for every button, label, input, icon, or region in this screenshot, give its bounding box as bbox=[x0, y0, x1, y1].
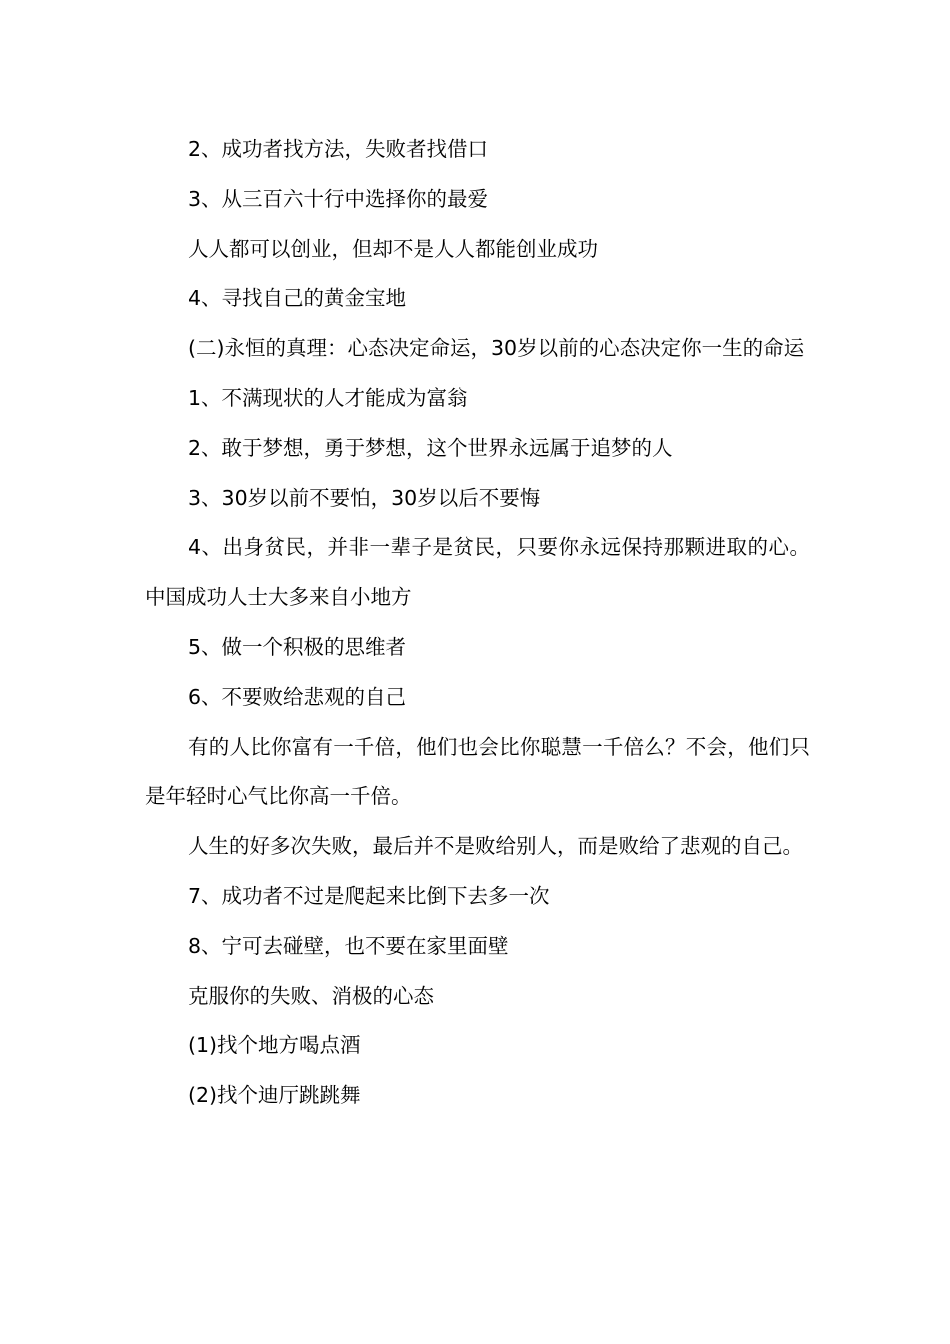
paragraph: 2、敢于梦想，勇于梦想，这个世界永远属于追梦的人 bbox=[188, 435, 673, 460]
paragraph: 1、不满现状的人才能成为富翁 bbox=[188, 385, 468, 410]
paragraph: 5、做一个积极的思维者 bbox=[188, 634, 407, 659]
paragraph: 7、成功者不过是爬起来比倒下去多一次 bbox=[188, 883, 550, 908]
paragraph: 有的人比你富有一千倍，他们也会比你聪慧一千倍么？不会，他们只是年轻时心气比你高一千倍。 bbox=[145, 734, 810, 809]
paragraph: 4、寻找自己的黄金宝地 bbox=[188, 286, 407, 311]
document-body bbox=[145, 125, 810, 1121]
paragraph: 8、宁可去碰壁，也不要在家里面壁 bbox=[188, 933, 509, 958]
paragraph: 3、从三百六十行中选择你的最爱 bbox=[188, 186, 489, 211]
paragraph: 6、不要败给悲观的自己 bbox=[188, 684, 407, 709]
paragraph: 人生的好多次失败，最后并不是败给别人，而是败给了悲观的自己。 bbox=[188, 834, 803, 859]
paragraph: 3、30岁以前不要怕，30岁以后不要悔 bbox=[188, 485, 541, 510]
paragraph: 4、出身贫民，并非一辈子是贫民，只要你永远保持那颗进取的心。中国成功人士大多来自小地方 bbox=[145, 535, 810, 610]
paragraph: 2、成功者找方法，失败者找借口 bbox=[188, 137, 489, 161]
paragraph: (1)找个地方喝点酒 bbox=[188, 1033, 361, 1058]
paragraph: 克服你的失败、消极的心态 bbox=[188, 983, 434, 1008]
paragraph: (2)找个迪厅跳跳舞 bbox=[188, 1083, 361, 1108]
paragraph: 人人都可以创业，但却不是人人都能创业成功 bbox=[188, 236, 598, 261]
paragraph: (二)永恒的真理：心态决定命运，30岁以前的心态决定你一生的命运 bbox=[188, 336, 805, 361]
